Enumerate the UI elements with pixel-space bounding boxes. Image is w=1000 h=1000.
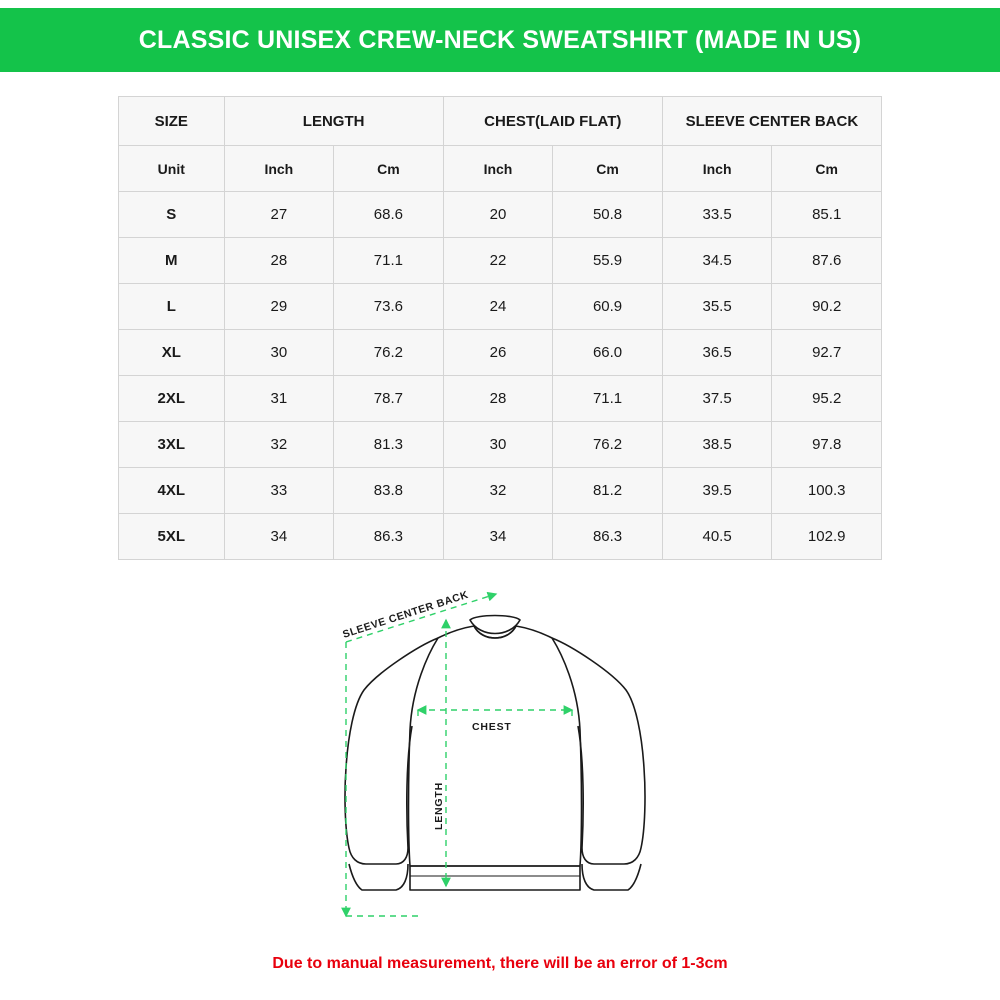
cell-sleeve-cm: 87.6 [772,238,882,284]
cell-chest-cm: 60.9 [553,284,663,330]
length-label: LENGTH [433,782,445,830]
size-chart-table [118,96,882,560]
header-banner [0,8,1000,72]
cell-sleeve-inch: 38.5 [662,422,772,468]
unit-length-inch: Inch [224,146,334,192]
unit-chest-cm: Cm [553,146,663,192]
cell-sleeve-inch: 37.5 [662,376,772,422]
cell-chest-inch: 22 [443,238,553,284]
cell-length-inch: 33 [224,468,334,514]
cell-length-inch: 32 [224,422,334,468]
unit-chest-inch: Inch [443,146,553,192]
cell-size: 2XL [119,376,225,422]
header-size: SIZE [119,97,225,146]
cell-chest-cm: 71.1 [553,376,663,422]
cell-sleeve-cm: 90.2 [772,284,882,330]
cell-size: S [119,192,225,238]
cell-size: L [119,284,225,330]
unit-label: Unit [119,146,225,192]
cell-size: 4XL [119,468,225,514]
cell-size: XL [119,330,225,376]
cell-length-inch: 28 [224,238,334,284]
cell-sleeve-cm: 97.8 [772,422,882,468]
sleeve-label: SLEEVE CENTER BACK [341,588,471,641]
table-group-header-row [119,97,882,146]
table-row [119,284,882,330]
cell-sleeve-inch: 39.5 [662,468,772,514]
table-row [119,330,882,376]
cell-sleeve-inch: 40.5 [662,514,772,560]
cell-chest-cm: 76.2 [553,422,663,468]
cell-chest-inch: 32 [443,468,553,514]
cell-length-cm: 71.1 [334,238,444,284]
cell-length-inch: 34 [224,514,334,560]
page-title: CLASSIC UNISEX CREW-NECK SWEATSHIRT (MADE IN US) [138,25,862,54]
measurement-diagram [300,580,720,925]
cell-sleeve-cm: 92.7 [772,330,882,376]
cell-sleeve-cm: 100.3 [772,468,882,514]
cell-sleeve-cm: 95.2 [772,376,882,422]
cell-sleeve-inch: 35.5 [662,284,772,330]
cell-length-cm: 81.3 [334,422,444,468]
cell-size: 5XL [119,514,225,560]
cell-sleeve-inch: 33.5 [662,192,772,238]
cell-length-cm: 73.6 [334,284,444,330]
cell-chest-inch: 30 [443,422,553,468]
table-row [119,468,882,514]
footer-note: Due to manual measurement, there will be an error of 1-3cm [272,955,728,972]
table-row [119,376,882,422]
cell-sleeve-inch: 34.5 [662,238,772,284]
header-chest: CHEST(LAID FLAT) [443,97,662,146]
cell-sleeve-cm: 85.1 [772,192,882,238]
cell-length-cm: 86.3 [334,514,444,560]
cell-sleeve-cm: 102.9 [772,514,882,560]
table-row [119,422,882,468]
cell-length-cm: 78.7 [334,376,444,422]
header-length: LENGTH [224,97,443,146]
table-row [119,238,882,284]
cell-chest-cm: 55.9 [553,238,663,284]
cell-chest-cm: 66.0 [553,330,663,376]
chest-label: CHEST [472,721,512,733]
header-sleeve: SLEEVE CENTER BACK [662,97,881,146]
cell-chest-inch: 26 [443,330,553,376]
cell-chest-inch: 20 [443,192,553,238]
cell-size: M [119,238,225,284]
table-row [119,514,882,560]
cell-chest-inch: 28 [443,376,553,422]
unit-length-cm: Cm [334,146,444,192]
cell-sleeve-inch: 36.5 [662,330,772,376]
table-row [119,192,882,238]
unit-sleeve-cm: Cm [772,146,882,192]
cell-chest-cm: 86.3 [553,514,663,560]
cell-chest-cm: 50.8 [553,192,663,238]
cell-length-inch: 29 [224,284,334,330]
cell-length-inch: 30 [224,330,334,376]
cell-length-cm: 76.2 [334,330,444,376]
cell-size: 3XL [119,422,225,468]
cell-length-cm: 83.8 [334,468,444,514]
cell-length-cm: 68.6 [334,192,444,238]
cell-chest-cm: 81.2 [553,468,663,514]
cell-length-inch: 31 [224,376,334,422]
cell-length-inch: 27 [224,192,334,238]
table-unit-row [119,146,882,192]
unit-sleeve-inch: Inch [662,146,772,192]
cell-chest-inch: 24 [443,284,553,330]
cell-chest-inch: 34 [443,514,553,560]
sweatshirt-illustration [345,616,645,891]
